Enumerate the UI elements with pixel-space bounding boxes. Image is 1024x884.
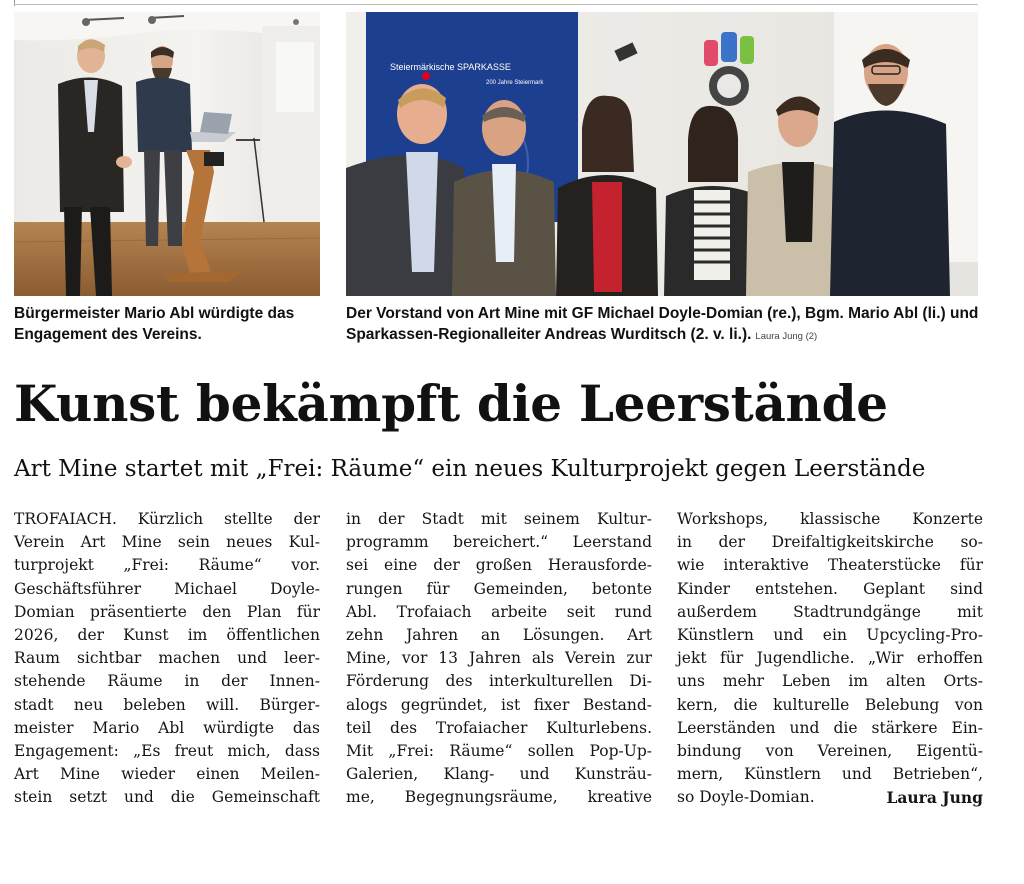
caption-text-2: Der Vorstand von Art Mine mit GF Michael Doyle-Domian (re.), Bgm. Mario Abl (li.) und Sparkassen-Regionalleiter Andreas Wurditsch (2. v. li.). xyxy=(346,305,979,343)
text-line: Engagement: „Es freut mich, dass xyxy=(14,741,320,760)
photo-caption-2 xyxy=(346,303,986,347)
text-line: TROFAIACH. Kürzlich stellte der xyxy=(14,510,320,528)
text-line: bindung von Vereinen, Eigentü- xyxy=(677,741,983,760)
text-line: Verein Art Mine sein neues Kul- xyxy=(14,533,320,552)
closing-text: so Doyle-Domian. xyxy=(677,788,815,807)
text-line: Mit „Frei: Räume“ sollen Pop-Up- xyxy=(346,741,652,760)
text-line: Leerständen und die stärkere Ein- xyxy=(677,718,983,737)
photo-caption-1 xyxy=(14,303,334,345)
text-line: alogs gegründet, ist fixer Bestand- xyxy=(346,695,652,714)
text-line: 2026, der Kunst im öffentlichen xyxy=(14,625,320,644)
article-headline: Kunst bekämpft die Leerstände xyxy=(14,374,888,433)
banner-text: Steiermärkische SPARKASSE xyxy=(390,62,511,72)
photo-speaker-image xyxy=(14,12,320,296)
article-subheadline: Art Mine startet mit „Frei: Räume“ ein neues Kulturprojekt gegen Leerstände xyxy=(14,456,926,482)
text-line: jekt für Jugendliche. „Wir erhoffen xyxy=(677,649,983,668)
text-line: Art Mine wieder einen Meilen- xyxy=(14,765,320,784)
text-line: rungen für Gemeinden, betonte xyxy=(346,579,652,598)
photo-group xyxy=(346,12,978,296)
text-line: teil des Trofaiacher Kulturlebens. xyxy=(346,718,652,737)
text-line: zehn Jahren an Lösungen. Art xyxy=(346,625,652,644)
text-line: Förderung des interkulturellen Di- xyxy=(346,672,652,691)
text-line: wie interaktive Theaterstücke für xyxy=(677,556,983,575)
article-author: Laura Jung xyxy=(886,788,983,808)
text-line: in der Stadt mit seinem Kultur- xyxy=(346,510,652,528)
article-column-3 xyxy=(677,508,983,809)
text-line: Domian präsentierte den Plan für xyxy=(14,602,320,621)
article-column-2 xyxy=(346,508,652,809)
text-line: Abl. Trofaiach arbeite seit rund xyxy=(346,602,652,621)
text-line: stehende Räume in der Innen- xyxy=(14,672,320,691)
text-line-last xyxy=(677,786,983,809)
photo-credit: Laura Jung (2) xyxy=(755,331,818,342)
text-line: stein setzt und die Gemeinschaft xyxy=(14,788,320,807)
top-margin-tick xyxy=(14,0,15,6)
text-line: stadt neu beleben will. Bürger- xyxy=(14,695,320,714)
text-line: uns mehr Leben im alten Orts- xyxy=(677,672,983,691)
text-line: Mine, vor 13 Jahren als Verein zur xyxy=(346,649,652,668)
photo-group-image xyxy=(346,12,978,296)
text-line: Raum sichtbar machen und leer- xyxy=(14,649,320,668)
text-line: außerdem Stadtrundgänge mit xyxy=(677,602,983,621)
text-line: sei eine der großen Herausforde- xyxy=(346,556,652,575)
text-line: in der Dreifaltigkeitskirche so- xyxy=(677,533,983,552)
article-column-1 xyxy=(14,508,320,809)
text-line: Geschäftsführer Michael Doyle- xyxy=(14,579,320,598)
text-line: Galerien, Klang- und Kunsträu- xyxy=(346,765,652,784)
photo-speaker xyxy=(14,12,320,296)
text-line: mern, Künstlern und Betrieben“, xyxy=(677,765,983,784)
text-line: Kinder entstehen. Geplant sind xyxy=(677,579,983,598)
text-line: Künstlern und ein Upcycling-Pro- xyxy=(677,625,983,644)
text-line: turprojekt „Frei: Räume“ vor. xyxy=(14,556,320,575)
text-line: kern, die kulturelle Belebung von xyxy=(677,695,983,714)
text-line: Workshops, klassische Konzerte xyxy=(677,510,983,528)
top-rule xyxy=(14,4,978,5)
text-line: me, Begegnungsräume, kreative xyxy=(346,788,652,807)
banner-subtext: 200 Jahre Steiermark xyxy=(486,80,544,86)
caption-text-1: Bürgermeister Mario Abl würdigte das Engagement des Vereins. xyxy=(14,305,295,343)
text-line: meister Mario Abl würdigte das xyxy=(14,718,320,737)
text-line: programm bereichert.“ Leerstand xyxy=(346,533,652,552)
